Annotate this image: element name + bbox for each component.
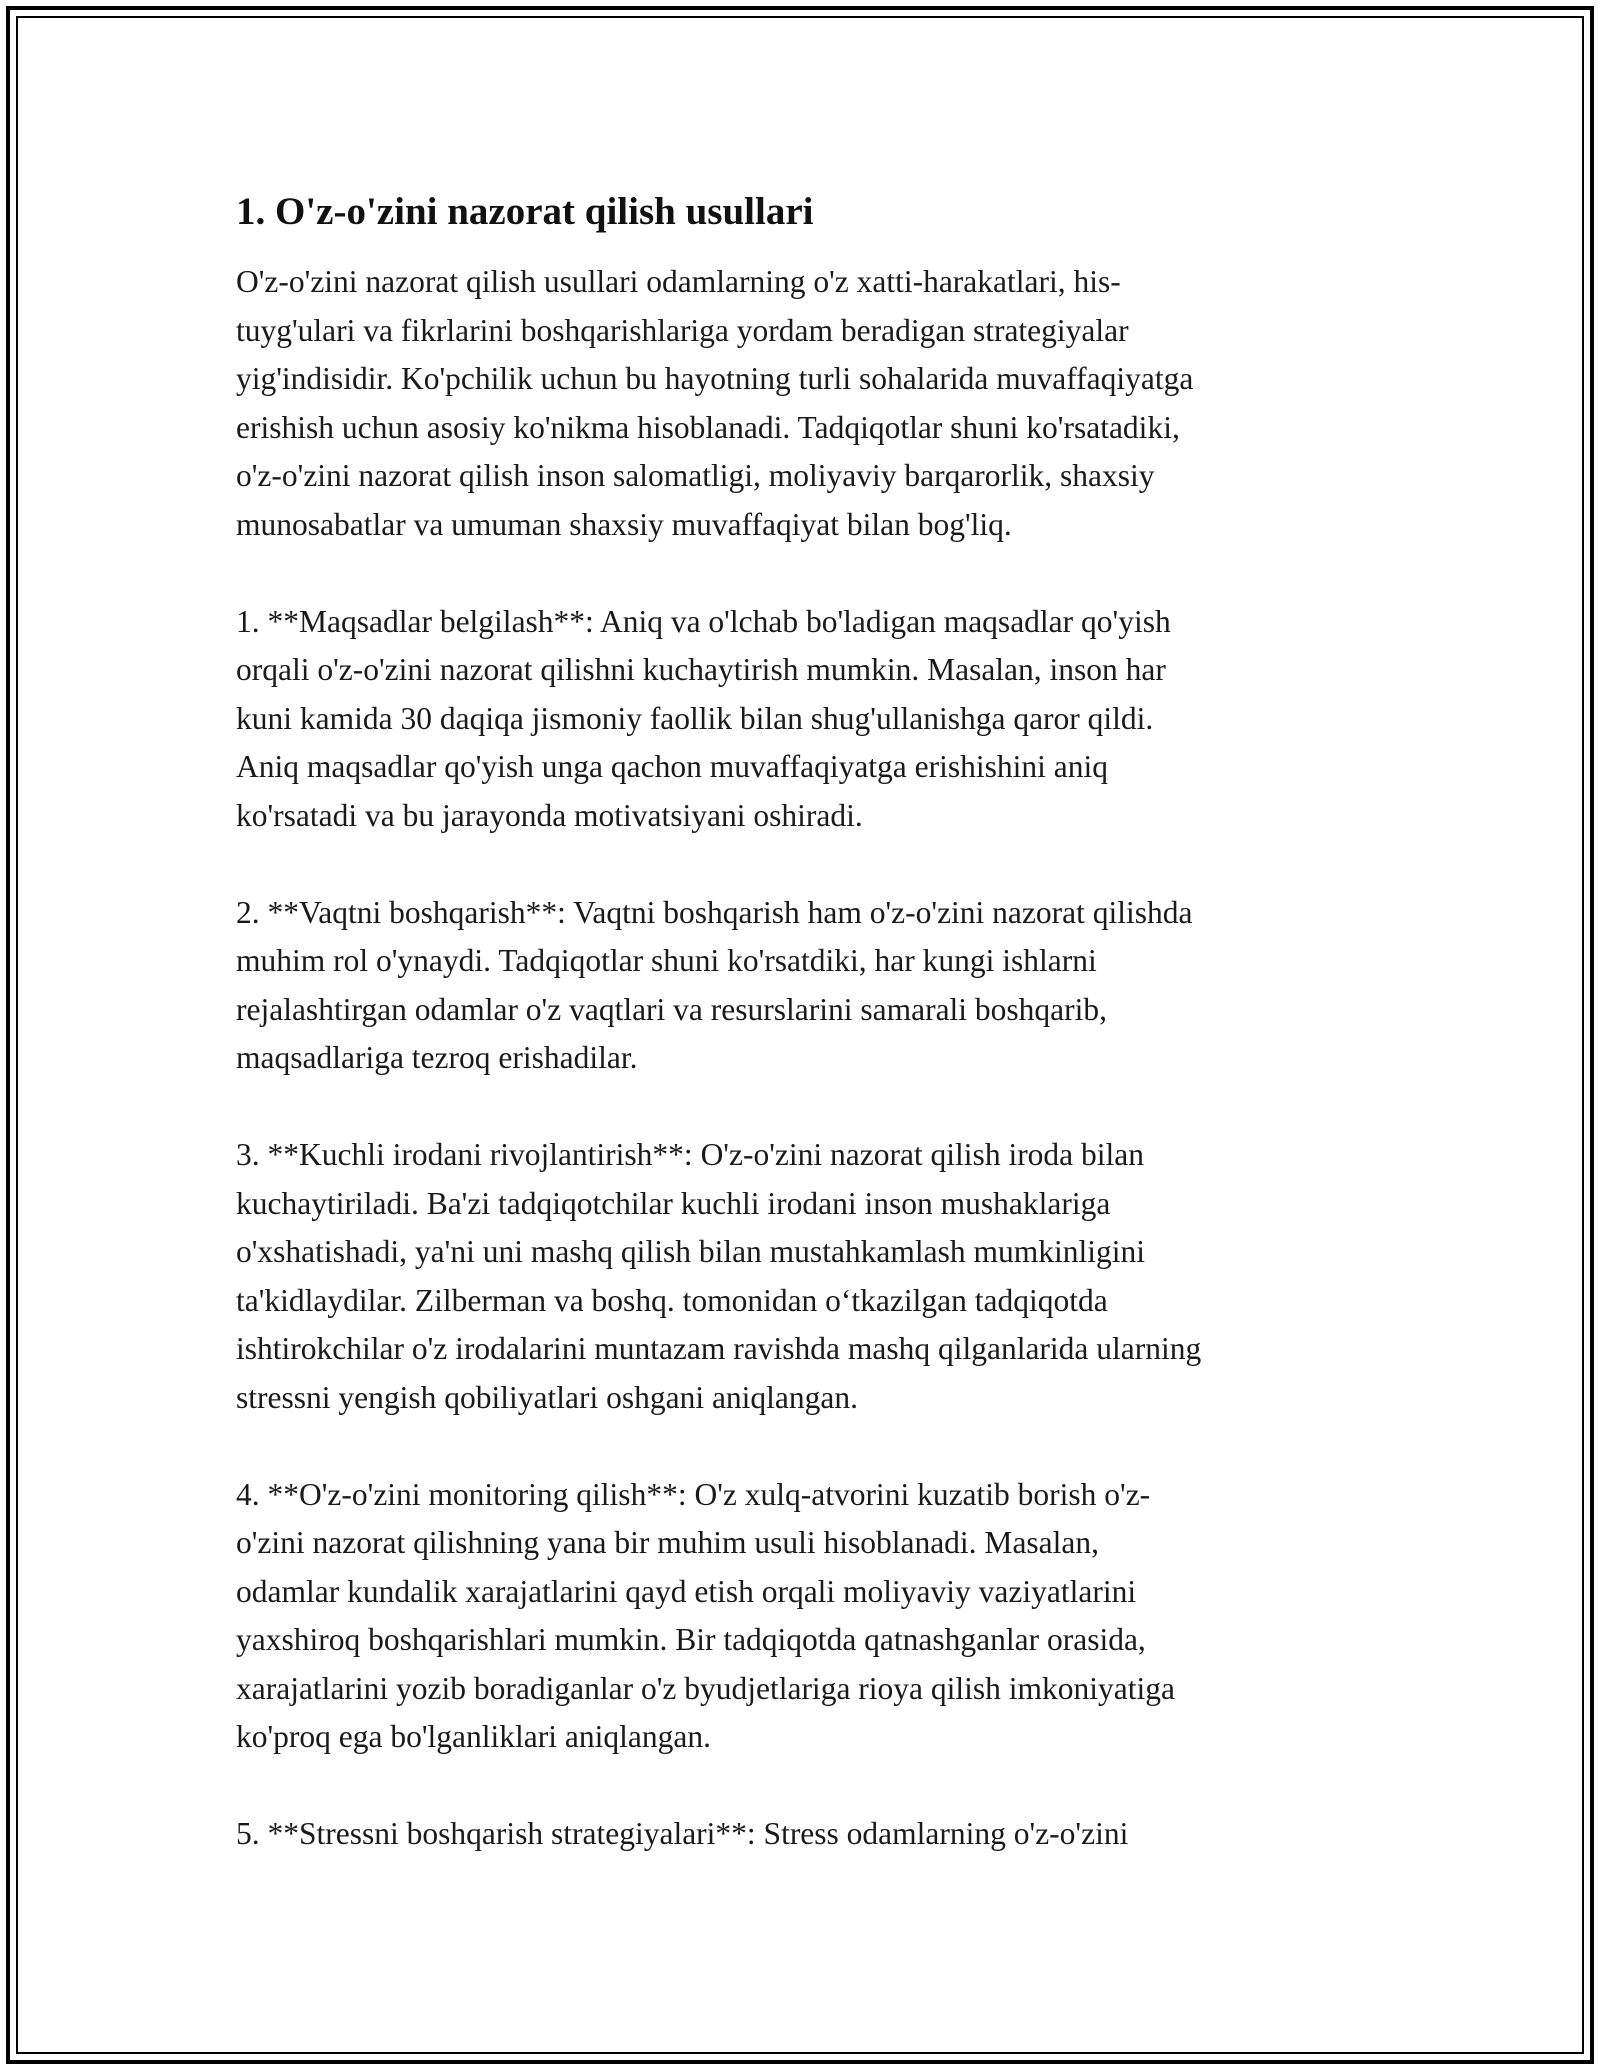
text-line: ishtirokchilar o'z irodalarini muntazam ravishda mashq qilganlarida ularning [236, 1331, 1202, 1366]
document-body [236, 186, 1376, 1907]
text-line: Aniq maqsadlar qo'yish unga qachon muvaffaqiyatga erishishini aniq [236, 749, 1109, 784]
section-paragraph-stress-management [236, 1810, 1376, 1859]
section-paragraph-goal-setting [236, 598, 1376, 841]
text-line: 3. **Kuchli irodani rivojlantirish**: O'z-o'zini nazorat qilish iroda bilan [236, 1137, 1145, 1172]
text-line: o'zini nazorat qilishning yana bir muhim usuli hisoblanadi. Masalan, [236, 1525, 1100, 1560]
text-line: yaxshiroq boshqarishlari mumkin. Bir tadqiqotda qatnashganlar orasida, [236, 1622, 1146, 1657]
text-line: xarajatlarini yozib boradiganlar o'z byudjetlariga rioya qilish imkoniyatiga [236, 1670, 1176, 1706]
text-line: 4. **O'z-o'zini monitoring qilish**: O'z xulq-atvorini kuzatib borish o'z- [236, 1476, 1151, 1512]
text-line: orqali o'z-o'zini nazorat qilishni kuchaytirish mumkin. Masalan, inson har [236, 652, 1166, 687]
text-line: kuchaytiriladi. Ba'zi tadqiqotchilar kuchli irodani inson mushaklariga [236, 1185, 1111, 1221]
text-line: muhim rol o'ynaydi. Tadqiqotlar shuni ko'rsatdiki, har kungi ishlarni [236, 943, 1097, 978]
text-line: 1. **Maqsadlar belgilash**: Aniq va o'lchab bo'ladigan maqsadlar qo'yish [236, 603, 1171, 639]
text-line: rejalashtirgan odamlar o'z vaqtlari va resurslarini samarali boshqarib, [236, 991, 1108, 1027]
text-line: erishish uchun asosiy ko'nikma hisoblanadi. Tadqiqotlar shuni ko'rsatadiki, [236, 409, 1180, 445]
text-line: maqsadlariga tezroq erishadilar. [236, 1040, 638, 1075]
text-line: o'xshatishadi, ya'ni uni mashq qilish bilan mustahkamlash mumkinligini [236, 1234, 1146, 1269]
text-line: munosabatlar va umuman shaxsiy muvaffaqiyat bilan bog'liq. [236, 506, 1012, 542]
document-title: 1. O'z-o'zini nazorat qilish usullari [236, 190, 814, 233]
text-line: odamlar kundalik xarajatlarini qayd etish orqali moliyaviy vaziyatlarini [236, 1573, 1137, 1609]
text-line: kuni kamida 30 daqiqa jismoniy faollik bilan shug'ullanishga qaror qildi. [236, 700, 1154, 736]
intro-paragraph [236, 258, 1376, 549]
text-line: ko'proq ega bo'lganliklari aniqlangan. [236, 1719, 711, 1754]
section-paragraph-willpower [236, 1131, 1376, 1422]
text-line: ko'rsatadi va bu jarayonda motivatsiyani oshiradi. [236, 797, 863, 833]
text-line: 5. **Stressni boshqarish strategiyalari**: Stress odamlarning o'z-o'zini [236, 1816, 1129, 1851]
text-line: yig'indisidir. Ko'pchilik uchun bu hayotning turli sohalarida muvaffaqiyatga [236, 361, 1194, 396]
text-line: o'z-o'zini nazorat qilish inson salomatligi, moliyaviy barqarorlik, shaxsiy [236, 458, 1155, 493]
text-line: tuyg'ulari va fikrlarini boshqarishlariga yordam beradigan strategiyalar [236, 312, 1129, 348]
section-paragraph-self-monitoring [236, 1471, 1376, 1762]
text-line: O'z-o'zini nazorat qilish usullari odamlarning o'z xatti-harakatlari, his- [236, 264, 1121, 299]
text-line: stressni yengish qobiliyatlari oshgani aniqlangan. [236, 1379, 859, 1415]
section-paragraph-time-management [236, 889, 1376, 1083]
text-line: 2. **Vaqtni boshqarish**: Vaqtni boshqarish ham o'z-o'zini nazorat qilishda [236, 894, 1193, 930]
text-line: ta'kidlaydilar. Zilberman va boshq. tomonidan o‘tkazilgan tadqiqotda [236, 1282, 1108, 1318]
